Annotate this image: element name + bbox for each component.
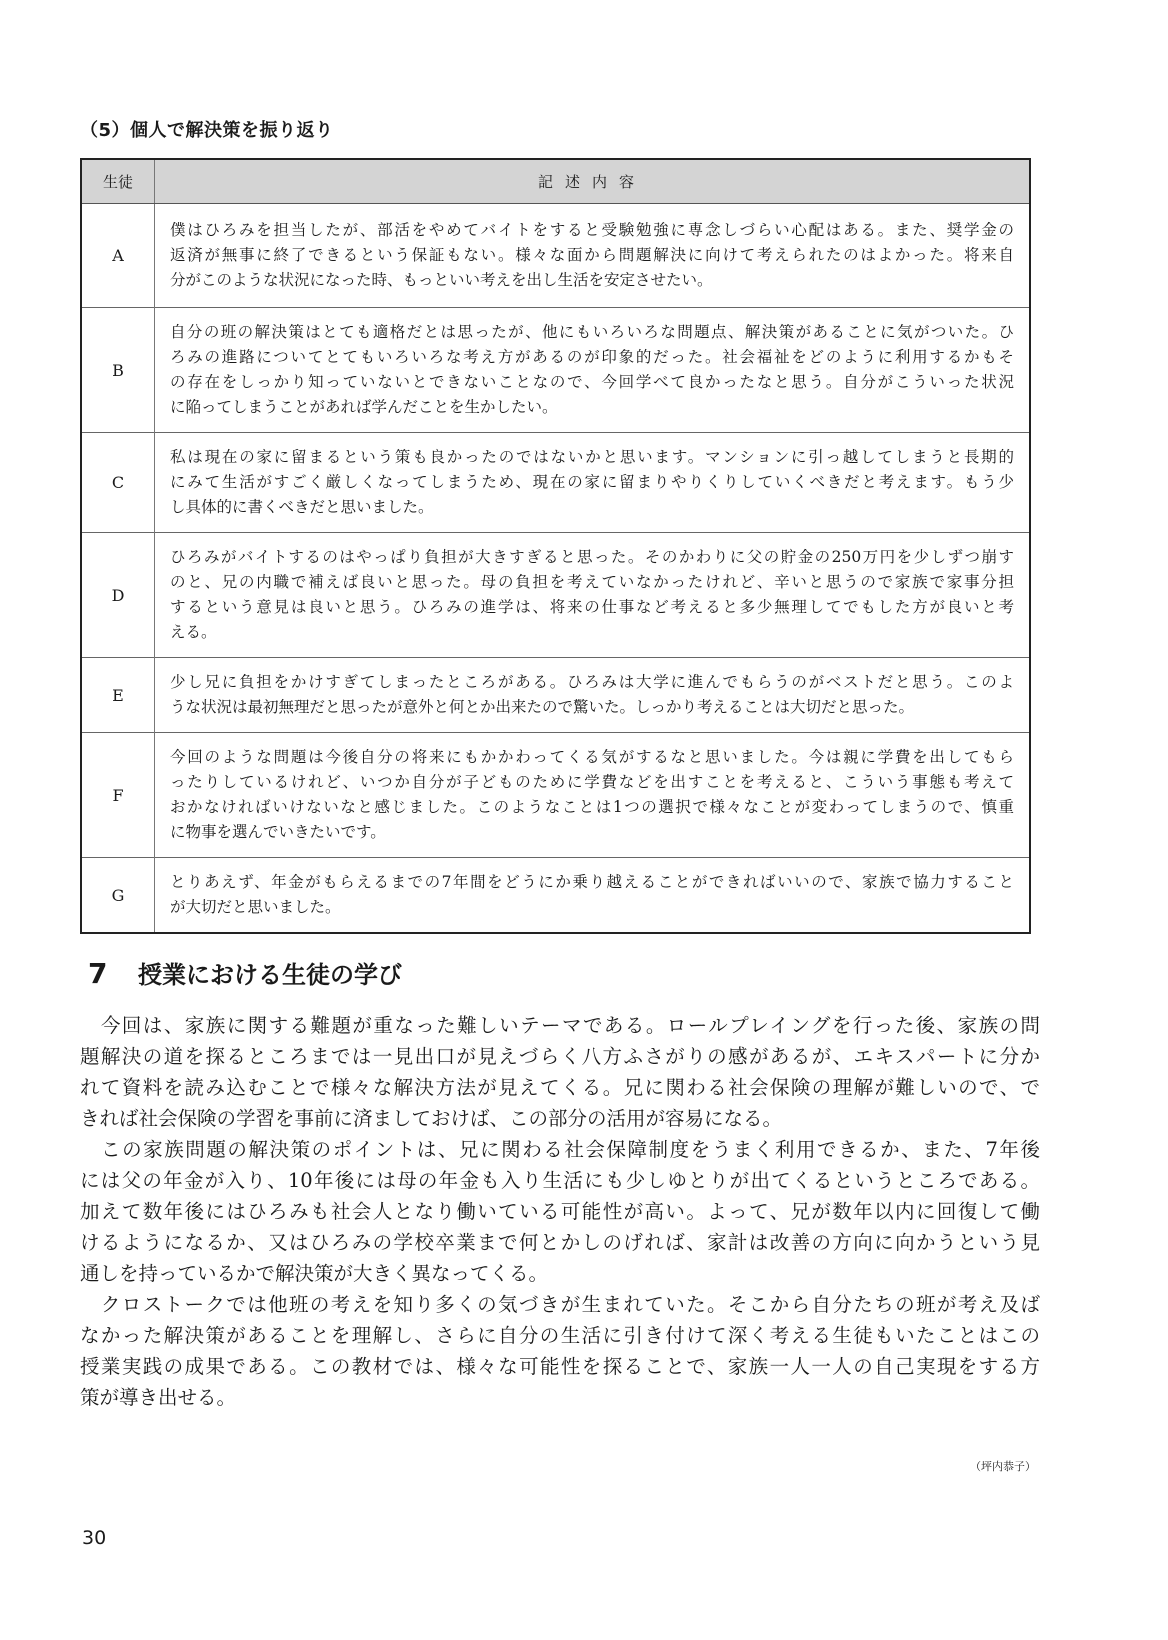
paragraph-line: 策が導き出せる。 [80, 1386, 237, 1409]
comment-cell [155, 308, 1031, 433]
paragraph-line: 通しを持っているかで解決策が大きく異なってくる。 [80, 1262, 549, 1285]
comment-line: ひろみがバイトするのはやっぱり負担が大きすぎると思った。そのかわりに父の貯金の250万円を少しずつ崩す [170, 548, 1014, 566]
comment-line: うな状況は最初無理だと思ったが意外と何とか出来たので驚いた。しっかり考えることは大切だと思った。 [170, 698, 915, 716]
comment-line: にみて生活がすごく厳しくなってしまうため、現在の家に留まりやりくりしていくべきだと考えます。もう少 [170, 473, 1014, 491]
table-row [81, 533, 1030, 658]
reflection-table [80, 158, 1031, 934]
comment-cell [155, 658, 1031, 733]
student-id: D [81, 533, 155, 658]
paragraph [80, 1289, 1040, 1413]
table-row [81, 204, 1030, 308]
paragraph-line: なかった解決策があることを理解し、さらに自分の生活に引き付けて深く考える生徒もいたことはこの [80, 1324, 1040, 1347]
paragraph-line: 加えて数年後にはひろみも社会人となり働いている可能性が高い。よって、兄が数年以内に回復して働 [80, 1200, 1040, 1223]
comment-line: おかなければいけないなと感じました。このようなことは1つの選択で様々なことが変わってしまうので、慎重 [170, 798, 1014, 816]
section-number: 7 [88, 957, 108, 990]
author: （坪内恭子） [970, 1460, 1036, 1473]
comment-line: に物事を選んでいきたいです。 [170, 823, 386, 841]
comment-line: 私は現在の家に留まるという策も良かったのではないかと思います。マンションに引っ越してしまうと長期的 [170, 448, 1014, 466]
comment-cell [155, 858, 1031, 934]
section-heading [88, 955, 402, 990]
student-id: C [81, 433, 155, 533]
table-header-row [81, 159, 1030, 204]
comment-line: 返済が無事に終了できるという保証もない。様々な面から問題解決に向けて考えられたのはよかった。将来自 [170, 246, 1014, 264]
comment-line: の存在をしっかり知っていないとできないことなので、今回学べて良かったなと思う。自分がこういった状況 [170, 373, 1014, 391]
student-id: B [81, 308, 155, 433]
subsection-title: （5）個人で解決策を振り返り [80, 120, 334, 141]
table-row [81, 433, 1030, 533]
table-row [81, 858, 1030, 934]
paragraph-line: には父の年金が入り、10年後には母の年金も入り生活にも少しゆとりが出てくるというところである。 [80, 1169, 1040, 1192]
paragraph-line: きれば社会保険の学習を事前に済ましておけば、この部分の活用が容易になる。 [80, 1107, 783, 1130]
student-id: A [81, 204, 155, 308]
paragraph-line: 題解決の道を探るところまでは一見出口が見えづらく八方ふさがりの感があるが、エキスパートに分か [80, 1045, 1040, 1068]
paragraph-line: れて資料を読み込むことで様々な解決方法が見えてくる。兄に関わる社会保険の理解が難しいので、で [80, 1076, 1040, 1099]
paragraph-line: けるようになるか、又はひろみの学校卒業まで何とかしのげれば、家計は改善の方向に向かうという見 [80, 1231, 1040, 1254]
comment-line: のと、兄の内職で補えば良いと思った。母の負担を考えていなかったけれど、辛いと思うので家族で家事分担 [170, 573, 1014, 591]
student-id: F [81, 733, 155, 858]
paragraph-line: クロストークでは他班の考えを知り多くの気づきが生まれていた。そこから自分たちの班が考え及ば [80, 1293, 1040, 1316]
comment-line: 今回のような問題は今後自分の将来にもかかわってくる気がするなと思いました。今は親に学費を出してもら [170, 748, 1014, 766]
section-title: 授業における生徒の学び [138, 961, 402, 989]
comment-line: 分がこのような状況になった時、もっといい考えを出し生活を安定させたい。 [170, 271, 713, 289]
comment-cell [155, 733, 1031, 858]
table-row [81, 658, 1030, 733]
comment-cell [155, 433, 1031, 533]
table-row [81, 308, 1030, 433]
comment-line: ったりしているけれど、いつか自分が子どものために学費などを出すことを考えると、こういう事態も考えて [170, 773, 1014, 791]
comment-cell [155, 204, 1031, 308]
page-number: 30 [82, 1527, 107, 1549]
comment-line: に陥ってしまうことがあれば学んだことを生かしたい。 [170, 398, 558, 416]
comment-line: える。 [170, 623, 217, 641]
table-row [81, 733, 1030, 858]
comment-line: 自分の班の解決策はとても適格だとは思ったが、他にもいろいろな問題点、解決策があることに気がついた。ひ [170, 323, 1014, 341]
paragraph-line: 今回は、家族に関する難題が重なった難しいテーマである。ロールプレイングを行った後、家族の問 [80, 1014, 1040, 1037]
section-body [80, 1010, 1040, 1413]
comment-cell [155, 533, 1031, 658]
comment-line: ろみの進路についてとてもいろいろな考え方があるのが印象的だった。社会福祉をどのように利用するかもそ [170, 348, 1014, 366]
header-content: 記述内容 [155, 159, 1031, 204]
paragraph-line: この家族問題の解決策のポイントは、兄に関わる社会保障制度をうまく利用できるか、また、7年後 [80, 1138, 1040, 1161]
student-id: G [81, 858, 155, 934]
paragraph-line: 授業実践の成果である。この教材では、様々な可能性を探ることで、家族一人一人の自己実現をする方 [80, 1355, 1040, 1378]
header-student: 生徒 [81, 159, 155, 204]
comment-line: とりあえず、年金がもらえるまでの7年間をどうにか乗り越えることができればいいので、家族で協力すること [170, 873, 1014, 891]
paragraph [80, 1134, 1040, 1289]
comment-line: が大切だと思いました。 [170, 898, 341, 916]
paragraph [80, 1010, 1040, 1134]
student-id: E [81, 658, 155, 733]
comment-line: するという意見は良いと思う。ひろみの進学は、将来の仕事など考えると多少無理してでもした方が良いと考 [170, 598, 1014, 616]
comment-line: し具体的に書くべきだと思いました。 [170, 498, 434, 516]
comment-line: 少し兄に負担をかけすぎてしまったところがある。ひろみは大学に進んでもらうのがベストだと思う。このよ [170, 673, 1014, 691]
comment-line: 僕はひろみを担当したが、部活をやめてバイトをすると受験勉強に専念しづらい心配はある。また、奨学金の [170, 221, 1014, 239]
